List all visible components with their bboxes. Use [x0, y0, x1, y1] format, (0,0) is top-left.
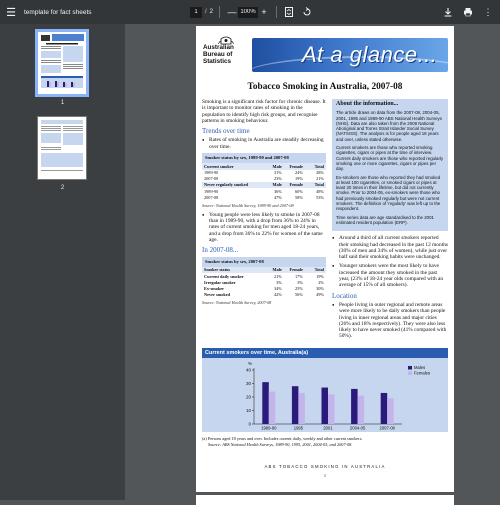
- page-thumbnail-2[interactable]: [38, 117, 86, 179]
- table-header: Total: [305, 163, 326, 169]
- y-tick-label: 0: [248, 421, 251, 427]
- table-cell: 21%: [273, 273, 282, 279]
- smoker-status-table-2: [202, 267, 326, 298]
- logo-line-2: Bureau of: [203, 50, 233, 58]
- chart-title: Current smokers over time, Australia(a): [202, 348, 448, 358]
- at-a-glance-banner: [252, 38, 448, 72]
- table1-source: Source: National Health Survey, 1989-90 and 2007-08: [202, 202, 294, 208]
- table-cell: 58%: [295, 194, 303, 200]
- bar-females: [328, 394, 335, 424]
- table-cell: 31%: [273, 170, 282, 176]
- thumbnail-number-1: 1: [60, 100, 65, 106]
- table-cell: 21%: [316, 176, 324, 182]
- table-cell: 60%: [295, 188, 303, 194]
- table-cell: 36%: [273, 188, 282, 194]
- bar-females: [269, 392, 276, 424]
- pdf-toolbar: [0, 0, 500, 24]
- table-cell: Ex-smoker: [204, 286, 225, 292]
- table-header: Female: [284, 163, 305, 169]
- smoker-status-table-1: [202, 163, 326, 200]
- location-heading: Location: [332, 291, 357, 300]
- toolbar-actions: [442, 0, 494, 24]
- table-cell: Female: [284, 182, 305, 188]
- bar-males: [351, 389, 358, 424]
- fit-page-icon[interactable]: [283, 6, 295, 18]
- table-cell: 2%: [318, 279, 324, 285]
- table-cell: 2007-08: [204, 176, 219, 182]
- table-row: [202, 194, 326, 200]
- print-icon[interactable]: [462, 6, 474, 18]
- table-cell: 1989-90: [204, 170, 219, 176]
- table-cell: Irregular smoker: [204, 279, 236, 285]
- legend-label: Males: [414, 365, 426, 370]
- table-header: Smoker status: [202, 267, 263, 273]
- document-page-1: [196, 26, 454, 492]
- x-tick-label: 1995: [293, 425, 304, 431]
- bar-females: [387, 398, 394, 424]
- table-cell: 34%: [273, 286, 282, 292]
- table-header: Male: [263, 163, 284, 169]
- y-tick-label: 20: [245, 394, 251, 400]
- zoom-input[interactable]: [238, 7, 258, 18]
- left-column: [202, 99, 326, 309]
- document-page-2: [196, 495, 454, 505]
- y-tick-label: 30: [245, 381, 251, 386]
- legend-label: Females: [414, 370, 431, 376]
- toolbar-divider: [219, 6, 220, 18]
- page-footer: ABS TOBACCO SMOKING IN AUSTRALIA: [264, 464, 386, 469]
- current-smokers-chart: [202, 358, 448, 432]
- trends-heading: Trends over time: [202, 127, 250, 136]
- bar-males: [381, 393, 388, 424]
- bar-females: [298, 393, 305, 424]
- table-row: [202, 292, 326, 298]
- bullet-younger-smokers: ● Younger smokers were the most likely to have increased the amount they smoked in the past year, (23% of 18-24 year olds compared with an average of 15% of all smokers).: [332, 263, 448, 288]
- chart-footnotes: [202, 436, 448, 447]
- x-tick-label: 1989-90: [261, 425, 277, 431]
- menu-icon[interactable]: ☰: [6, 6, 16, 19]
- rotate-icon[interactable]: [301, 6, 313, 18]
- table-cell: 23%: [273, 176, 282, 182]
- logo-line-1: Australian: [203, 44, 234, 51]
- table-cell: Total: [305, 182, 326, 188]
- bullet-decreased: ● Around a third of all current smokers reported their smoking had decreased in the past 12 months (30% of men and 34% of women), while just over half said their smoking habits were unchanged.: [332, 235, 448, 260]
- table-cell: 24%: [295, 170, 303, 176]
- page-thumbnail-1[interactable]: [38, 32, 86, 94]
- y-tick-label: 10: [245, 408, 251, 413]
- bullet-rates: ● Rates of smoking in Australia are steadily decreasing over time.: [202, 137, 326, 150]
- table-cell: 48%: [316, 188, 324, 194]
- about-paragraph: Current smokers are those who reported smoking cigarettes, cigars or pipes at the time of interview. Current daily smokers are those who reported regularly smoking one or more cigarettes, cigars or pipes per day.: [336, 145, 444, 172]
- table-cell: 1989-90: [204, 188, 219, 194]
- about-heading: About the information...: [336, 101, 399, 107]
- zoom-in-button[interactable]: +: [261, 7, 267, 17]
- about-paragraph: Ex-smokers are those who reported they had smoked at least 100 cigarettes, or smoked cigars or pipes at least 20 times in their lifetime, but did not currently smoke. Prior to 2004-05, ex-smokers were those who had previously smoked regularly but were not current smokers. The definition of 'regularly' was left up to the respondent.: [336, 174, 441, 212]
- x-tick-label: 2004-05: [349, 425, 366, 431]
- page-number: 1: [323, 473, 327, 478]
- table2-title: Smoker status by sex, 2007-08: [202, 257, 326, 267]
- bar-chart: [202, 358, 448, 432]
- bar-males: [322, 388, 329, 424]
- bar-females: [358, 396, 365, 424]
- page-title: Tobacco Smoking in Australia, 2007-08: [247, 82, 403, 92]
- chart-source: Source: ABS National Health Surveys, 1989-90, 1995, 2001, 2004-05, and 2007-08.: [208, 441, 353, 447]
- total-pages: 2: [209, 9, 214, 15]
- table-cell: 3%: [276, 279, 282, 285]
- table-cell: Current daily smoker: [204, 273, 244, 279]
- zoom-out-button[interactable]: —: [227, 7, 237, 17]
- banner-title: At a glance...: [302, 42, 438, 67]
- table-cell: Never regularly smoked: [202, 182, 263, 188]
- intro-paragraph: Smoking is a significant risk factor for chronic disease. It is important to monitor rates of smoking in the population to identify high risk groups, and recognise patterns in smoking behaviour.: [202, 99, 326, 124]
- bullet-location: ● People living in outer regional and remote areas were more likely to be daily smokers than people living in inner regional areas and major cities (26% and 18% respectively). They were also less likely to have never smoked (41% compared with 50%).: [332, 302, 448, 340]
- abs-logo: [202, 36, 250, 78]
- bar-males: [292, 386, 299, 424]
- y-axis-unit: %: [248, 361, 253, 366]
- page-number-input[interactable]: [190, 7, 202, 18]
- table-header: Total: [305, 267, 326, 273]
- document-title: template for fact sheets: [24, 8, 92, 16]
- table-cell: 3%: [297, 279, 303, 285]
- table-cell: 56%: [295, 292, 303, 298]
- table2-source: Source: National Health Survey, 2007-08: [202, 299, 272, 305]
- table-cell: 47%: [273, 194, 282, 200]
- right-column: [332, 99, 448, 343]
- table-cell: 49%: [316, 292, 324, 298]
- logo-line-3: Statistics: [203, 57, 231, 65]
- table-cell: 53%: [316, 194, 324, 200]
- page-navigator: [190, 6, 313, 18]
- chart-footnote: (a) Persons aged 18 years and over. Includes current daily, weekly and other current smokers.: [202, 436, 363, 441]
- table-cell: Male: [263, 182, 284, 188]
- more-vert-icon[interactable]: ⋮: [483, 6, 493, 17]
- table-cell: 19%: [295, 176, 303, 182]
- legend-swatch: [408, 372, 412, 376]
- table1-title: Smoker status by sex, 1989-90 and 2007-08: [202, 153, 326, 163]
- about-paragraph: Time series data are age standardised to the 2001 estimated resident population (ERP).: [336, 214, 434, 225]
- table-cell: 17%: [295, 273, 303, 279]
- toolbar-divider: [276, 6, 277, 18]
- in-2007-heading: In 2007-08...: [202, 246, 239, 255]
- about-info-box: [332, 99, 448, 231]
- table-cell: Never smoked: [204, 292, 231, 298]
- table-cell: 28%: [316, 170, 324, 176]
- legend-swatch: [408, 366, 412, 370]
- table-cell: 19%: [316, 273, 324, 279]
- thumbnail-sidebar: [0, 24, 125, 500]
- table-header: Current smoker: [202, 163, 263, 169]
- bar-males: [262, 382, 269, 424]
- table-cell: 25%: [295, 286, 303, 292]
- bullet-young-people: ● Young people were less likely to smoke in 2007-08 than in 1989-90, with a drop from 36% to 24% in rates of current smoking for men aged 18-24 years, and a drop from 36% to 22% for women of the same age.: [202, 212, 326, 243]
- y-tick-label: 40: [245, 367, 251, 373]
- download-icon[interactable]: [442, 6, 454, 18]
- thumbnail-number-2: 2: [60, 185, 65, 191]
- table-header: Male: [263, 267, 284, 273]
- table-cell: 42%: [273, 292, 282, 298]
- about-paragraph: The article draws on data from the 2007-08, 2004-05, 2001, 1995 and 1989-90 ABS National Health Surveys (NHS). Data are also taken from the 2008 National Aboriginal and Torres Strait Islander Social Survey (NATSISS). The analysis is for people aged 18 years and over, unless stated otherwise.: [336, 110, 442, 142]
- x-tick-label: 2007-08: [379, 425, 395, 431]
- table-cell: 2007-08: [204, 194, 219, 200]
- table-cell: 30%: [316, 286, 324, 292]
- page-separator: /: [205, 9, 207, 15]
- x-tick-label: 2001: [323, 425, 333, 431]
- table-header: Female: [284, 267, 305, 273]
